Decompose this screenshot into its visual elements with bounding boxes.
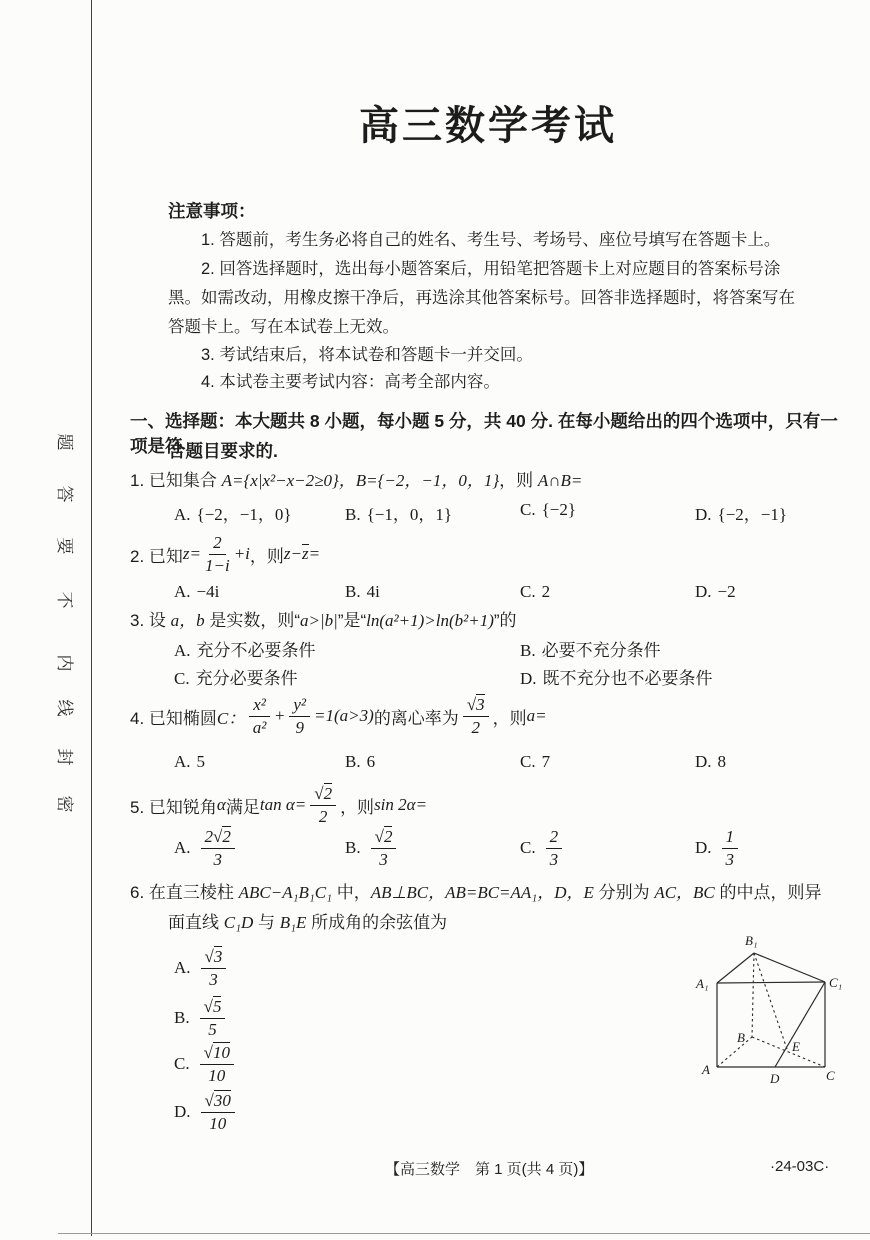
radical-sign: √ [204, 947, 214, 966]
fraction-numerator: 2 [209, 534, 226, 555]
fraction-denominator: 3 [209, 969, 218, 989]
q6-math: B₁E [279, 913, 307, 932]
notice-heading: 注意事项： [168, 201, 256, 221]
q6-text: 分别为 [593, 883, 655, 902]
option-d [695, 828, 742, 869]
radicand: 2 [323, 783, 333, 803]
option-a [174, 500, 292, 525]
section-heading: 一、选择题：本大题共 8 小题，每小题 5 分，共 40 分. 在每小题给出的四个选项中，只有一项是符 [130, 411, 838, 456]
notice-line: 答题卡上。写在本试卷上无效。 [168, 318, 399, 336]
fraction-numerator [463, 696, 489, 717]
figure-label-a: A [702, 1062, 710, 1077]
figure-label-c: C [826, 1068, 835, 1083]
radicand: 3 [476, 694, 485, 714]
q2-math: z= [182, 544, 201, 563]
q4-math: C： [216, 708, 246, 728]
fraction-denominator: 3 [379, 849, 388, 869]
q1-math: A={x|x²−x−2≥0}，B={−2，−1，0，1} [221, 471, 500, 490]
question-4-options [130, 752, 846, 778]
q5-text: ，则 [340, 797, 375, 817]
radical-sign: √ [203, 997, 213, 1016]
option-label: C. [520, 752, 536, 771]
option-label: D. [695, 752, 712, 771]
option-c [520, 500, 576, 520]
seal-char: 密 [55, 795, 75, 813]
footer-page-info: 【高三数学 第 1 页(共 4 页)】 [385, 1161, 594, 1178]
fraction-denominator: 3 [725, 849, 735, 869]
question-3-options-row2 [130, 664, 846, 690]
question-3-options-row1 [130, 636, 846, 662]
option-label: C. [520, 838, 536, 858]
seal-char: 要 [55, 537, 75, 555]
figure-label-c1: C₁ [829, 975, 843, 990]
fraction-numerator [201, 1092, 235, 1113]
option-value: 充分必要条件 [195, 669, 298, 688]
option-a [174, 828, 239, 869]
seal-char: 答 [55, 485, 75, 503]
option-value: 6 [366, 752, 376, 771]
notice-line: 4. 本试卷主要考试内容：高考全部内容。 [201, 373, 500, 391]
radicand: 3 [213, 947, 223, 966]
q3-text: 是实数，则“ [204, 611, 301, 630]
q3-text: ”的 [493, 611, 517, 630]
question-2-stem [130, 532, 846, 576]
q1-math: A∩B= [537, 471, 583, 490]
option-value: 7 [541, 752, 551, 771]
fraction-numerator: y² [289, 696, 310, 717]
q6-math: AC，BC [654, 883, 715, 902]
fraction-denominator: 2 [318, 806, 328, 826]
fraction [205, 534, 230, 575]
fraction [289, 696, 310, 737]
fraction [722, 828, 739, 869]
q4-math: a= [526, 706, 547, 725]
q2-math: z− [283, 544, 302, 563]
q6-text: 中， [332, 883, 371, 902]
fraction-numerator: x² [249, 696, 270, 717]
seal-char: 不 [55, 591, 75, 609]
option-value: 8 [717, 752, 727, 771]
notice-line: 3. 考试结束后，将本试卷和答题卡一并交回。 [201, 346, 533, 364]
fraction-numerator [201, 828, 235, 849]
q4-text: 4. 已知椭圆 [130, 708, 217, 728]
q3-math: a，b [170, 611, 205, 630]
option-label: B. [345, 505, 361, 524]
fraction [200, 1044, 234, 1085]
exam-page [130, 0, 846, 1240]
option-label: B. [345, 838, 361, 858]
fraction-numerator [200, 998, 226, 1019]
option-value: 2 [541, 582, 551, 601]
figure-label-b1: B₁ [745, 933, 758, 948]
question-5-options [130, 828, 846, 874]
option-value: 既不充分也不必要条件 [542, 669, 713, 688]
q5-math: tan α= [259, 795, 307, 814]
question-6-stem-line1 [130, 878, 846, 903]
seal-char: 内 [55, 654, 75, 672]
radical-sign: √ [314, 783, 324, 803]
fraction [201, 948, 227, 989]
seal-line [91, 0, 92, 1236]
option-c [520, 752, 550, 772]
option-label: D. [520, 669, 537, 688]
radicand: 10 [212, 1043, 230, 1062]
notice-line: 1. 答题前，考生务必将自己的姓名、考生号、考场号、座位号填写在答题卡上。 [201, 231, 781, 249]
option-b [345, 500, 452, 525]
radicand: 2 [383, 827, 393, 846]
question-6-option-d [174, 1092, 239, 1133]
question-4-stem [130, 692, 846, 740]
q6-math: AB⊥BC，AB=BC=AA₁，D，E [370, 883, 594, 902]
fraction-numerator [201, 948, 227, 969]
option-value: {−1，0，1} [366, 505, 453, 524]
option-label: A. [174, 641, 191, 660]
fraction [201, 828, 235, 869]
option-label: D. [695, 582, 712, 601]
option-d [695, 500, 787, 525]
notice-line: 黑。如需改动，用橡皮擦干净后，再选涂其他答案标号。回答非选择题时，将答案写在 [168, 289, 795, 307]
fraction-numerator [722, 828, 739, 849]
q6-math: C₁D [223, 913, 254, 932]
q4-text: 的离心率为 [373, 708, 459, 728]
sqrt-fraction [463, 696, 489, 737]
fraction-denominator: 10 [209, 1113, 227, 1133]
q2-math: = [308, 544, 321, 563]
sqrt-fraction [310, 785, 336, 826]
option-label: B. [345, 752, 361, 771]
option-a [174, 752, 205, 772]
q3-math: a>|b| [300, 611, 338, 630]
option-label: B. [520, 641, 536, 660]
option-d [695, 752, 726, 772]
z-conjugate: z [302, 544, 309, 564]
prism-figure [690, 928, 860, 1098]
fraction-numerator [371, 828, 397, 849]
q2-text: ，则 [249, 546, 284, 566]
q3-math: ln(a²+1)>ln(b²+1) [366, 611, 494, 630]
option-value: {−2} [541, 500, 577, 519]
option-label: B. [345, 582, 361, 601]
fraction-denominator: 5 [208, 1019, 217, 1039]
notice-line: 2. 回答选择题时，选出每小题答案后，用铅笔把答题卡上对应题目的答案标号涂 [201, 260, 781, 278]
fraction-denominator: 10 [208, 1065, 226, 1085]
option-value: −2 [717, 582, 736, 601]
fraction-numerator [310, 785, 336, 806]
fraction [200, 998, 226, 1039]
question-1-options [130, 500, 846, 526]
q6-text: 与 [253, 913, 280, 932]
question-1-stem [130, 466, 846, 491]
q3-text: 3. 设 [130, 611, 171, 630]
option-label: A. [174, 752, 191, 771]
question-6-option-a [174, 948, 230, 989]
q6-text: 6. 在直三棱柱 [130, 883, 239, 902]
seal-char: 题 [55, 433, 75, 451]
option-label: D. [695, 505, 712, 524]
q5-text: 5. 已知锐角 [130, 797, 217, 817]
q1-text: ，则 [499, 471, 538, 490]
option-b [345, 828, 400, 869]
option-label: B. [174, 1008, 190, 1028]
fraction-numerator [200, 1044, 234, 1065]
figure-label-b: B [737, 1030, 745, 1045]
fraction-denominator: 2 [471, 717, 480, 737]
q6-math: ABC−A₁B₁C₁ [238, 883, 333, 902]
option-label: A. [174, 582, 191, 601]
radical-sign: √ [203, 1043, 213, 1062]
option-c [520, 828, 566, 869]
option-a [174, 582, 219, 602]
fraction-denominator: 1−i [205, 555, 230, 575]
radicand: 2 [222, 827, 231, 846]
prism-svg [690, 928, 860, 1098]
question-6-option-c [174, 1044, 238, 1085]
option-value: {−2，−1} [717, 505, 788, 524]
section-heading-cont: 合题目要求的. [168, 441, 278, 461]
question-5-stem [130, 782, 846, 828]
option-c [520, 582, 550, 602]
plus-sign: + [273, 706, 286, 725]
radical-sign: √ [213, 827, 223, 846]
option-value: 必要不充分条件 [541, 641, 661, 660]
seal-char: 封 [55, 748, 75, 766]
option-d [520, 664, 713, 689]
numerator-coefficient: 1 [725, 827, 735, 846]
option-value: −4i [196, 582, 220, 601]
figure-label-d: D [770, 1071, 780, 1086]
radicand: 30 [213, 1091, 231, 1110]
fraction-denominator: a² [252, 717, 267, 737]
option-a [174, 636, 316, 661]
option-value: 充分不必要条件 [196, 641, 316, 660]
option-value: 5 [196, 752, 206, 771]
question-3-stem [130, 606, 846, 631]
q4-text: ，则 [492, 708, 527, 728]
option-b [520, 636, 661, 661]
solid-edges [717, 953, 825, 1067]
radicand: 5 [212, 997, 222, 1016]
fraction-denominator: 3 [213, 849, 222, 869]
option-label: C. [520, 582, 536, 601]
option-label: A. [174, 505, 191, 524]
q5-math: sin 2α= [374, 795, 428, 814]
radical-sign: √ [204, 1091, 214, 1110]
option-label: D. [695, 838, 712, 858]
option-label: A. [174, 958, 191, 978]
option-label: A. [174, 838, 191, 858]
q2-math: +i [233, 544, 250, 563]
option-value: {−2，−1，0} [196, 505, 292, 524]
option-label: C. [174, 669, 190, 688]
q5-text: 满足 [225, 797, 260, 817]
q3-text: ”是“ [337, 611, 367, 630]
numerator-coefficient: 2 [549, 827, 559, 846]
fraction-denominator: 9 [295, 717, 304, 737]
option-label: C. [174, 1054, 190, 1074]
figure-label-e: E [792, 1039, 800, 1054]
question-2-options [130, 582, 846, 608]
page-title: 高三数学考试 [359, 104, 617, 148]
q6-text: 所成角的余弦值为 [306, 913, 448, 932]
fraction-denominator: 3 [549, 849, 559, 869]
option-label: D. [174, 1102, 191, 1122]
option-value: 4i [366, 582, 380, 601]
option-c [174, 664, 298, 689]
q5-math: α [216, 795, 226, 814]
figure-label-a1: A₁ [696, 976, 709, 991]
fraction [201, 1092, 235, 1133]
option-b [345, 582, 380, 602]
seal-char: 线 [55, 699, 75, 717]
option-d [695, 582, 736, 602]
fraction [249, 696, 270, 737]
footer-code: ·24-03C· [770, 1158, 830, 1175]
fraction [371, 828, 397, 869]
numerator-coefficient: 2 [204, 827, 214, 846]
question-6-option-b [174, 998, 229, 1039]
option-label: C. [520, 500, 536, 519]
option-b [345, 752, 375, 772]
fraction-numerator [546, 828, 563, 849]
q6-text: 面直线 [168, 913, 224, 932]
q1-text: 1. 已知集合 [130, 471, 222, 490]
radical-sign: √ [374, 827, 384, 846]
q6-text: 的中点，则异 [714, 883, 822, 902]
fraction [546, 828, 563, 869]
radical-sign: √ [466, 694, 477, 714]
q4-math: =1(a>3) [314, 706, 374, 725]
q2-text: 2. 已知 [130, 546, 183, 566]
